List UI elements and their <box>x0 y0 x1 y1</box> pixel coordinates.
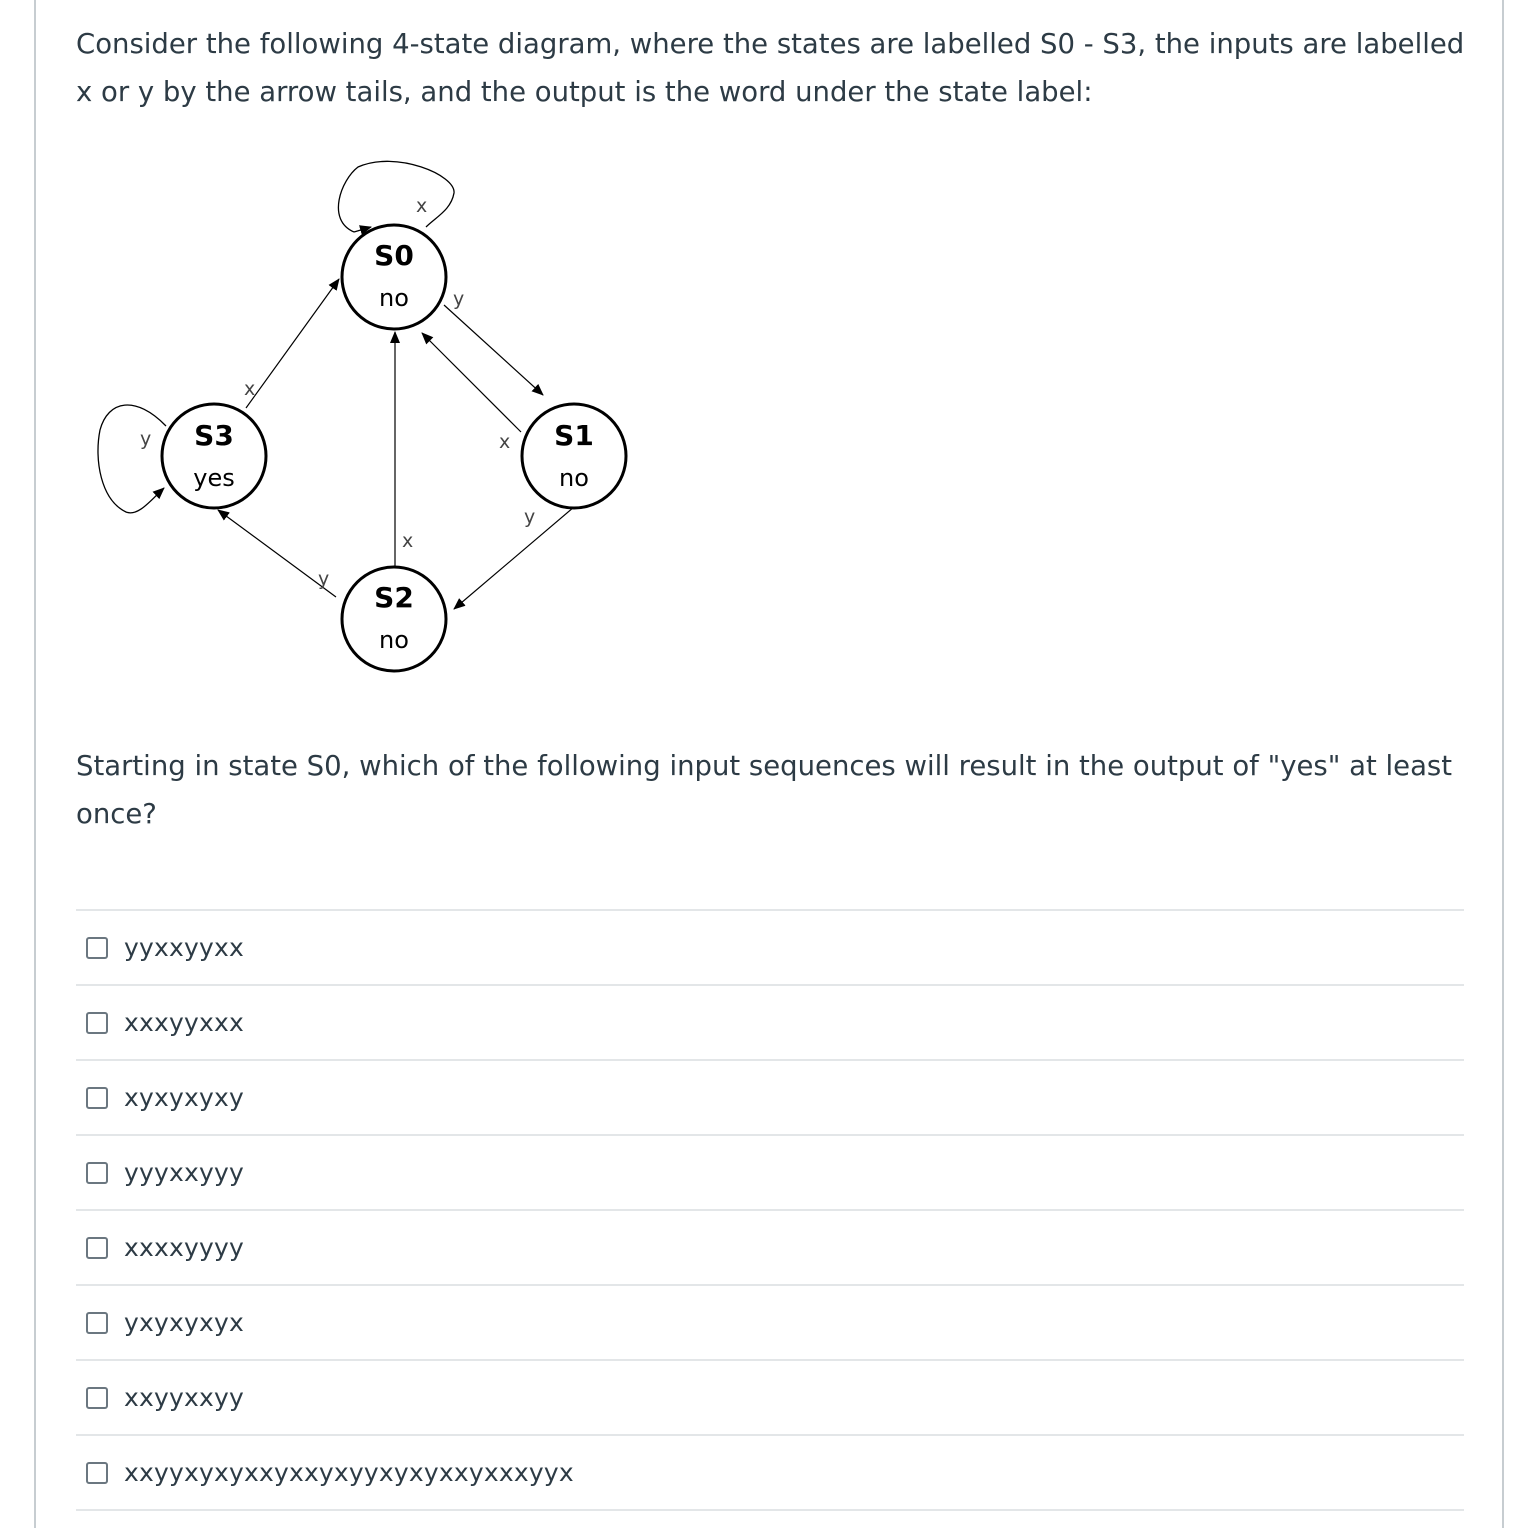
answer-checkbox[interactable] <box>86 1162 108 1184</box>
question-intro: Consider the following 4-state diagram, where the states are labelled S0 - S3, the inputs are labelled x or y by the arrow tails, and the output is the word under the state label: <box>76 28 1465 108</box>
answer-label: yyyxxyyy <box>124 1158 244 1187</box>
answer-option[interactable] <box>76 1434 1464 1511</box>
label-s2-to-s0: x <box>402 530 414 552</box>
answer-option[interactable] <box>76 1284 1464 1359</box>
label-s0-self: x <box>416 195 428 217</box>
answer-option[interactable] <box>76 909 1464 984</box>
state-s0-output: no <box>379 284 409 312</box>
state-s2-name: S2 <box>374 581 414 614</box>
answer-label: yxyxyxyx <box>124 1308 244 1337</box>
answer-checkbox[interactable] <box>86 1087 108 1109</box>
answer-checkbox[interactable] <box>86 937 108 959</box>
question-prompt: Starting in state S0, which of the following input sequences will result in the output of "yes" at least once? <box>76 750 1453 830</box>
state-s1-output: no <box>559 464 589 492</box>
answer-label: xyxyxyxy <box>124 1083 244 1112</box>
state-s2 <box>342 567 446 671</box>
label-s1-to-s0: x <box>499 431 511 453</box>
answer-label: xxxyyxxx <box>124 1008 244 1037</box>
state-s0 <box>342 225 446 329</box>
answer-label: yyxxyyxx <box>124 933 244 962</box>
transition-s3-self <box>98 405 166 513</box>
state-s3-output: yes <box>193 464 235 492</box>
answer-option[interactable] <box>76 1209 1464 1284</box>
answer-checkbox[interactable] <box>86 1237 108 1259</box>
answer-checkbox[interactable] <box>86 1312 108 1334</box>
state-s1 <box>522 404 626 508</box>
answer-label: xxyyxyxyxxyxxyxyyxyxyxxyxxxyyx <box>124 1458 574 1487</box>
state-s3-name: S3 <box>194 419 234 452</box>
state-s0-name: S0 <box>374 239 414 272</box>
label-s3-self: y <box>140 428 152 450</box>
answer-label: xxxxyyyy <box>124 1233 244 1262</box>
transition-s0-self <box>338 161 454 232</box>
answer-label: xxyyxxyy <box>124 1383 244 1412</box>
label-s0-to-s1: y <box>453 288 465 310</box>
state-s2-output: no <box>379 626 409 654</box>
label-s1-to-s2: y <box>524 506 536 528</box>
state-s3 <box>162 404 266 508</box>
answer-checkbox[interactable] <box>86 1387 108 1409</box>
transition-s3-to-s0 <box>246 279 339 408</box>
answer-option[interactable] <box>76 984 1464 1059</box>
state-s1-name: S1 <box>554 419 594 452</box>
answer-checkbox[interactable] <box>86 1462 108 1484</box>
transition-s1-to-s0 <box>422 333 521 432</box>
label-s3-to-s0: x <box>244 378 256 400</box>
answer-checkbox[interactable] <box>86 1012 108 1034</box>
answer-option[interactable] <box>76 1359 1464 1434</box>
transition-s1-to-s2 <box>454 507 574 609</box>
answer-list <box>76 909 1464 1511</box>
state-diagram <box>96 155 656 685</box>
answer-option[interactable] <box>76 1134 1464 1209</box>
answer-option[interactable] <box>76 1059 1464 1134</box>
transition-s0-to-s1 <box>444 305 543 395</box>
label-s2-to-s3: y <box>318 568 330 590</box>
